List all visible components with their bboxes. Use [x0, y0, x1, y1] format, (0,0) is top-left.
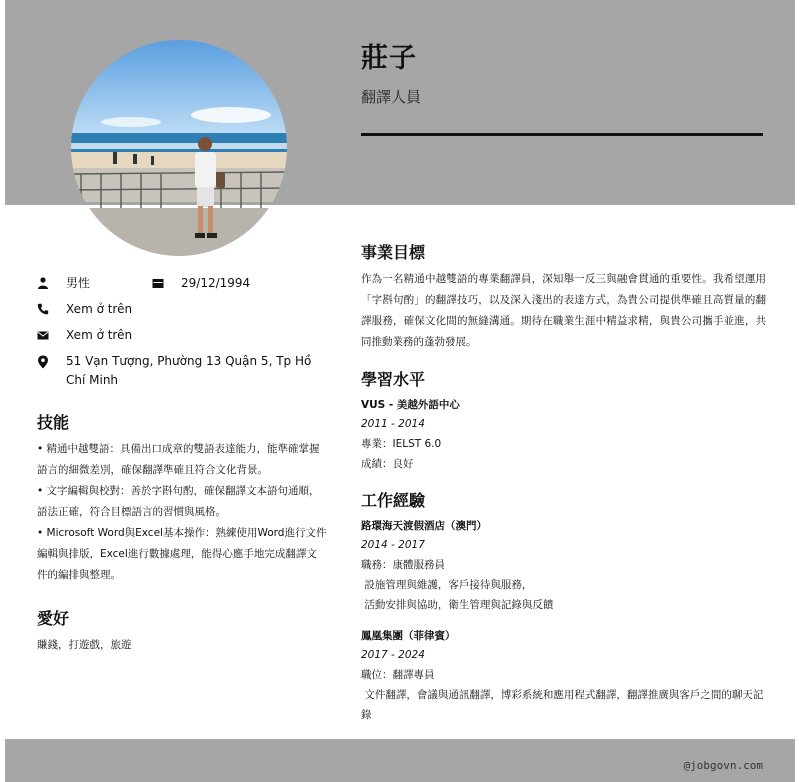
education-period: 2011 - 2014	[361, 418, 425, 430]
phone-icon	[37, 303, 49, 315]
experience-section	[361, 488, 766, 725]
education-section	[361, 367, 766, 474]
objective-section	[361, 240, 766, 353]
education-title: 學習水平	[361, 370, 426, 389]
phone-row	[37, 300, 327, 319]
education-major: 專業：IELST 6.0	[361, 438, 442, 450]
profile-photo	[71, 40, 287, 256]
job-duty: 活動安排與協助，衛生管理與記錄與反饋	[361, 599, 554, 611]
job-company: 路環海天渡假酒店（澳門）	[361, 520, 487, 532]
email-row	[37, 326, 327, 345]
gender-value: 男性	[66, 276, 91, 290]
footer-band	[5, 739, 795, 782]
education-school: VUS - 美越外語中心	[361, 399, 460, 411]
skills-title: 技能	[37, 413, 70, 432]
objective-title: 事業目標	[361, 243, 426, 262]
job-duty: 設施管理與維護，客戶接待與服務，	[361, 579, 533, 591]
job-period: 2014 - 2017	[361, 539, 425, 551]
email-value: Xem ở trên	[66, 328, 133, 342]
candidate-name: 莊子	[361, 43, 417, 74]
hobbies-text: 賺錢，打遊戲，旅遊	[37, 639, 132, 651]
education-grade: 成績：良好	[361, 458, 414, 470]
calendar-icon	[152, 277, 164, 289]
address-value: 51 Vạn Tượng, Phường 13 Quận 5, Tp Hồ Chí Minh	[66, 354, 312, 387]
map-pin-icon	[37, 355, 49, 369]
avatar	[71, 40, 287, 256]
candidate-role: 翻譯人員	[361, 88, 422, 106]
footer-brand: @jobgovn.com	[683, 759, 763, 772]
job-position: 職務：康體服務員	[361, 559, 445, 571]
person-icon	[37, 277, 49, 289]
right-column	[361, 240, 766, 739]
job-entry	[361, 517, 766, 615]
objective-text: 作為一名精通中越雙語的專業翻譯員，深知舉一反三與融會貫通的重要性。我希望運用「字斟句酌」的翻譯技巧，以及深入淺出的表達方式，為貴公司提供準確且高質量的翻譯服務，確保文化間的無縫溝通。期待在職業生涯中精益求精，與貴公司攜手並進，共同推動業務的蓬勃發展。	[361, 273, 766, 348]
job-period: 2017 - 2024	[361, 649, 425, 661]
hobbies-title: 愛好	[37, 609, 70, 628]
gender-item	[37, 274, 152, 293]
skill-item: • 文字編輯與校對：善於字斟句酌，確保翻譯文本語句通順，語法正確，符合目標語言的習慣與風格。	[37, 485, 320, 518]
left-column	[37, 274, 327, 656]
mail-icon	[37, 329, 49, 341]
job-duty: 文件翻譯，會議與通訊翻譯，博彩系統和應用程式翻譯，翻譯推廣與客戶之間的聊天記錄	[361, 689, 764, 721]
gender-birthdate-row	[37, 274, 327, 293]
job-company: 鳳凰集團（菲律賓）	[361, 630, 456, 642]
job-entry	[361, 627, 766, 725]
skill-item: • 精通中越雙語：具備出口成章的雙語表達能力，能準確掌握語言的細微差別，確保翻譯準確且符合文化背景。	[37, 443, 320, 476]
address-row	[37, 352, 327, 390]
birthdate-value: 29/12/1994	[181, 276, 251, 290]
skill-item: • Microsoft Word與Excel基本操作：熟練使用Word進行文件編輯與排版，Excel進行數據處理，能得心應手地完成翻譯文件的編排與整理。	[37, 527, 327, 581]
phone-value: Xem ở trên	[66, 302, 133, 316]
job-position: 職位：翻譯專員	[361, 669, 435, 681]
skills-list	[37, 439, 327, 586]
birthdate-item	[152, 274, 267, 293]
name-divider	[361, 133, 763, 136]
experience-title: 工作經驗	[361, 491, 426, 510]
resume-page	[5, 0, 795, 782]
